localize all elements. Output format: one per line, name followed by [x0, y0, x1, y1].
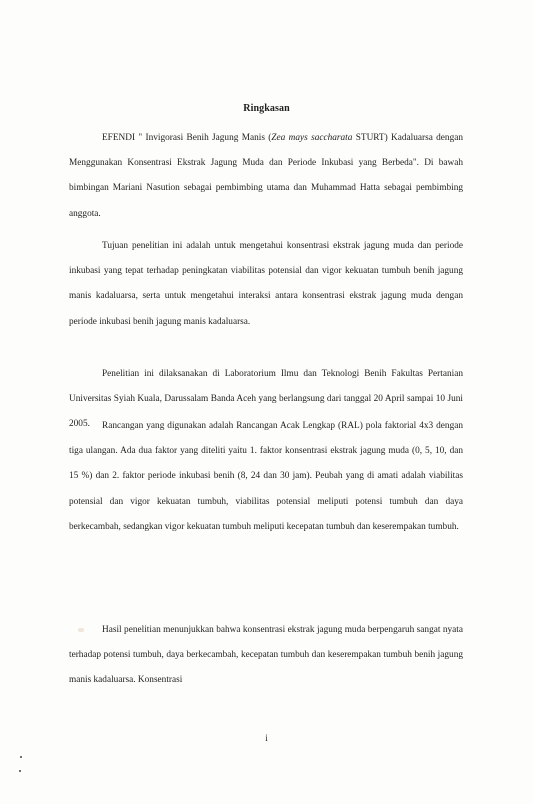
paragraph-objective	[69, 234, 463, 335]
scientific-name: Zea mays saccharata	[271, 133, 353, 143]
scan-speck	[20, 756, 22, 758]
design-text: Rancangan yang digunakan adalah Rancangan Acak Lengkap (RAL) pola faktorial 4x3 dengan tiga ulangan. Ada dua faktor yang diteliti yaitu 1. faktor konsentrasi ekstrak jagung muda (0, 5, 10, dan 15 %) dan 2. faktor periode inkubasi benih (8, 24 dan 30 jam). Peubah yang di amati adalah viabilitas potensial dan vigor kekuatan tumbuh, viabilitas potensial meliputi potensi tumbuh dan daya berkecambah, sedangkan vigor kekuatan tumbuh meliputi kecepatan tumbuh dan keserempakan tumbuh.	[69, 421, 463, 532]
paragraph-design	[69, 414, 463, 540]
citation-text-start: EFENDI " Invigorasi Benih Jagung Manis (	[102, 133, 272, 143]
paragraph-results	[69, 618, 463, 694]
location-text: Penelitian ini dilaksanakan di Laboratorium Ilmu dan Teknologi Benih Fakultas Pertanian Universitas Syiah Kuala, Darussalam Banda Aceh yang berlangsung dari tanggal 20 April sampai 10 Juni 2005.	[69, 369, 463, 430]
objective-text: Tujuan penelitian ini adalah untuk mengetahui konsentrasi ekstrak jagung muda dan periode inkubasi yang tepat terhadap peningkatan viabilitas potensial dan vigor kekuatan tumbuh benih jagung manis kadaluarsa, serta untuk mengetahui interaksi antara konsentrasi ekstrak jagung muda dengan periode inkubasi benih jagung manis kadaluarsa.	[69, 241, 463, 327]
citation-text-end: STURT) Kadaluarsa dengan Menggunakan Konsentrasi Ekstrak Jagung Muda dan Periode Inkubasi yang Berbeda". Di bawah bimbingan Mariani Nasution sebagai pembimbing utama dan Muhammad Hatta sebagai pembimbing anggota.	[69, 133, 463, 219]
scan-speck	[19, 770, 21, 772]
results-text: Hasil penelitian menunjukkan bahwa konsentrasi ekstrak jagung muda berpengaruh sangat nyata terhadap potensi tumbuh, daya berkecambah, kecepatan tumbuh dan keserempakan tumbuh benih jagung manis kadaluarsa. Konsentrasi	[69, 625, 463, 686]
page-number: i	[265, 733, 268, 743]
section-title: Ringkasan	[243, 103, 290, 114]
scan-stain	[78, 628, 84, 632]
paragraph-citation	[69, 126, 463, 227]
